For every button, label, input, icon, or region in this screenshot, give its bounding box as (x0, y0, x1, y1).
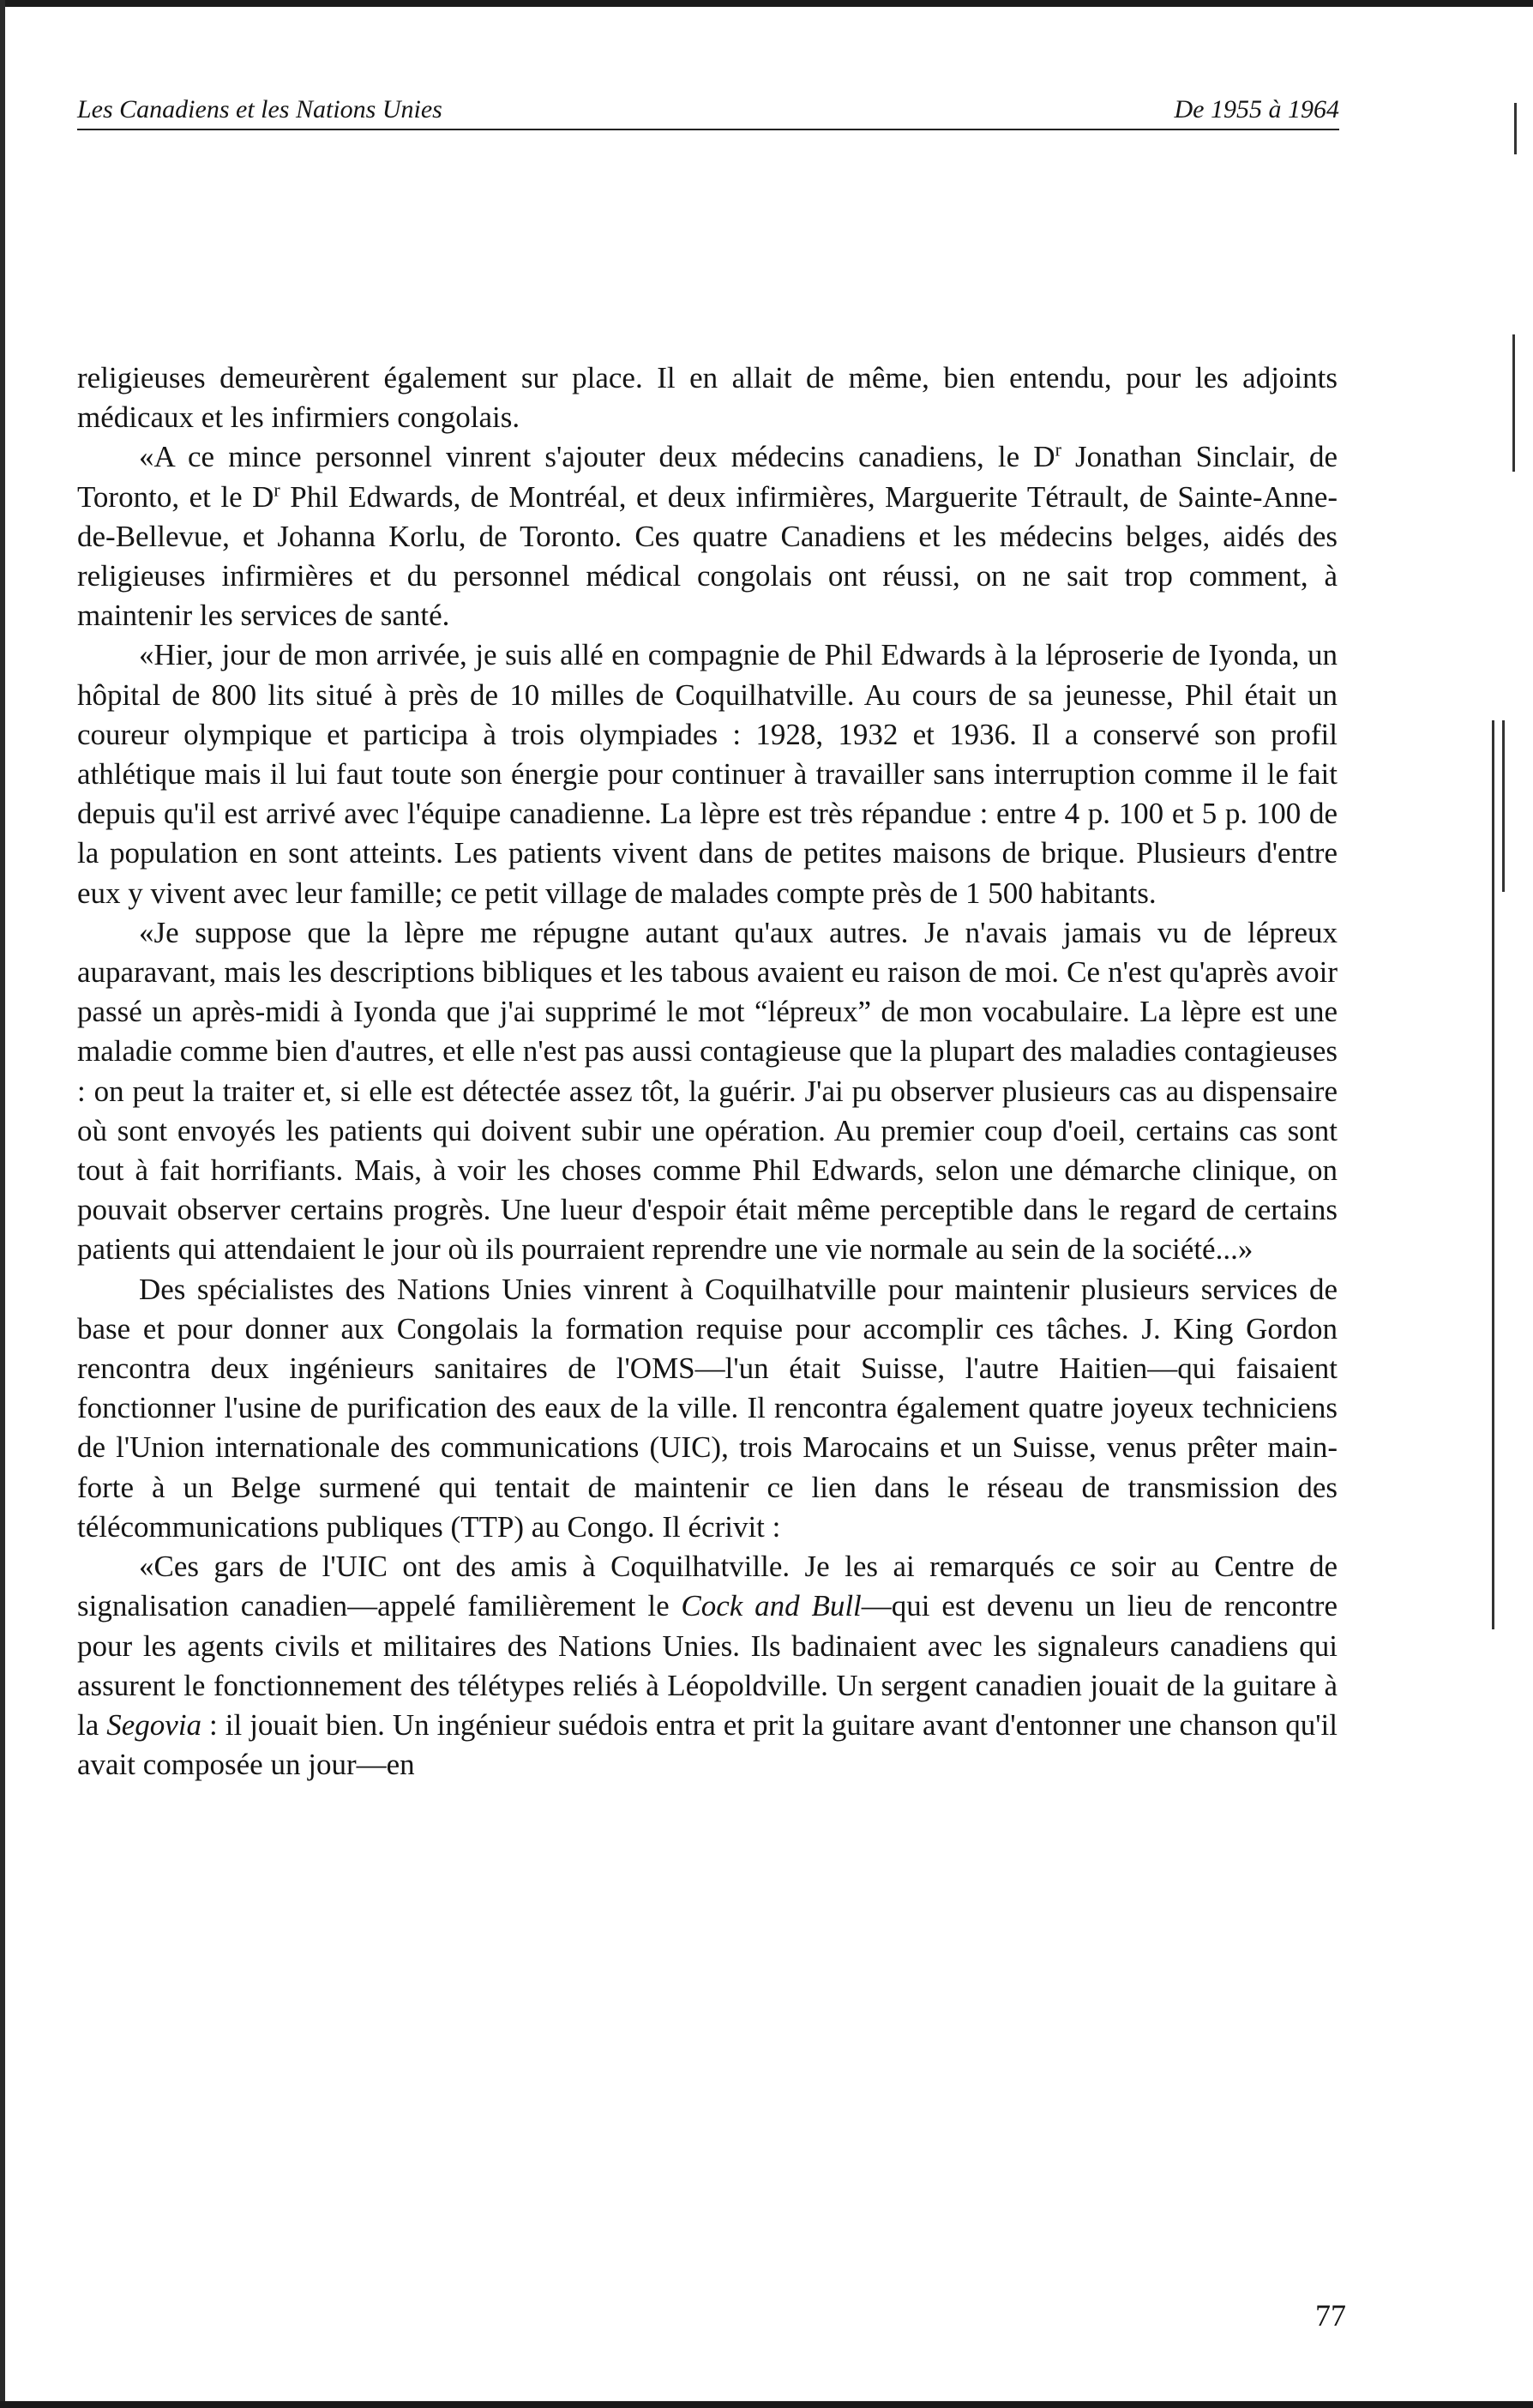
margin-mark (1502, 720, 1505, 892)
margin-mark (1512, 334, 1515, 472)
paragraph-text: «A ce mince personnel vinrent s'ajouter deux médecins canadiens, le D (139, 440, 1055, 474)
paragraph-text: —qui est devenu un lieu de rencontre pour les agents civils et militaires des Nations Unies. (77, 1589, 1338, 1663)
page-body (77, 358, 1338, 1785)
running-head-period: De 1955 à 1964 (1174, 95, 1339, 123)
scan-edge-top (0, 0, 1533, 7)
paragraph-un-specialists: Des spécialistes des Nations Unies vinrent à Coquilhatville pour maintenir plusieurs services de base et pour donner aux Congolais la formation requise pour accomplir ces tâches. J. King Gordon rencontra deux ingénieurs sanitaires de l'OMS—l'un était Suisse, l'autre Haitien—qui faisaient fonctionner l'usine de purification des eaux de la ville. Il rencontra également quatre joyeux techniciens de l'Union internationale des communications (UIC), trois Marocains et un Suisse, venus prêter main-forte à un Belge surmené qui tentait de maintenir ce lien dans le réseau de transmission des télécommunications publiques (TTP) au Congo. Il écrivit : (77, 1272, 1338, 1544)
superscript: r (1055, 438, 1061, 461)
paragraph-leprosarium-visit: «Hier, jour de mon arrivée, je suis allé en compagnie de Phil Edwards à la léproserie de Iyonda, un hôpital de 800 lits situé à près de 10 milles de Coquilhatville. Au cours de sa jeunesse, Phil était un coureur olympique et participa à trois olympiades : 1928, 1932 et 1936. Il a conservé son profil athlétique mais il lui faut toute son énergie pour continuer à travailler sans interruption comme il le fait depuis qu'il est arrivé avec l'équipe canadienne. La lèpre est très répandue : entre 4 p. 100 et 5 p. 100 de la population en sont atteints. Les patients vivent dans de petites maisons de brique. Plusieurs d'entre eux y vivent avec leur famille; ce petit village de malades compte près de 1 500 habitants. (77, 638, 1338, 910)
paragraph-leprosy-reflection: «Je suppose que la lèpre me répugne autant qu'aux autres. Je n'avais jamais vu de lépreux auparavant, mais les descriptions bibliques et les tabous avaient eu raison de moi. Ce n'est qu'après avoir passé un après-midi à Iyonda que j'ai supprimé le mot “lépreux” de mon vocabulaire. La lèpre est une maladie comme bien d'autres, et elle n'est pas aussi contagieuse que la plupart des maladies contagieuses : on peut la traiter et, si elle est détectée assez tôt, la guérir. J'ai pu observer plusieurs cas au dispensaire où sont envoyés les patients qui doivent subir une opération. Au premier coup d'oeil, certains cas sont tout à fait horrifiants. Mais, à voir les choses comme Phil Edwards, selon une démarche clinique, on pouvait observer certains progrès. Une lueur d'espoir était même perceptible dans le regard de certains patients qui attendaient le jour où ils pourraient reprendre une vie normale au sein de la société...» (77, 915, 1338, 1267)
paragraph-text: «Ces gars de l'UIC ont des amis à Coquilhatville. Je les ai remarqués ce soir au Centre de signalisation canadien—appelé familièrement le (77, 1550, 1338, 1623)
italic-text: Cock and Bull (681, 1589, 862, 1623)
paragraph-text: Phil Edwards, de Montréal, et deux infirmières, Marguerite Tétrault, de Sainte-Anne-de-Bellevue, et Johanna Korlu, de Toronto. Ces quatre Canadiens et les médecins belges, aidés des religieuses infirmières et du personnel médical congolais ont réussi, on ne sait trop comment, à maintenir les services de santé. (77, 479, 1338, 633)
page-number: 77 (1315, 2298, 1346, 2333)
margin-mark (1514, 103, 1517, 154)
paragraph-text: : il jouait bien. Un ingénieur suédois entra et prit la guitare avant d'entonner une chanson qu'il avait composée un jour—en (77, 1707, 1338, 1782)
scan-edge-bottom (0, 2401, 1533, 2408)
superscript: r (274, 478, 280, 500)
paragraph-text: Ils badinaient avec les signaleurs canadiens qui assurent le fonctionnement des télétypes reliés à Léopoldville. Un sergent canadien jouait de la guitare à la (77, 1628, 1338, 1742)
running-head (77, 93, 1339, 127)
margin-mark (1492, 720, 1494, 1629)
header-rule (77, 129, 1339, 130)
paragraph-text: Jonathan Sinclair, de Toronto, et le D (77, 440, 1338, 514)
paragraph-continuation: religieuses demeurèrent également sur place. Il en allait de même, bien entendu, pour les adjoints médicaux et les infirmiers congolais. (77, 361, 1338, 435)
paragraph-medical-staff (77, 437, 1338, 635)
scan-edge-left (0, 0, 5, 2408)
running-head-book-title: Les Canadiens et les Nations Unies (77, 95, 442, 123)
paragraph-uic-technicians (77, 1547, 1338, 1785)
italic-text: Segovia (106, 1707, 202, 1742)
